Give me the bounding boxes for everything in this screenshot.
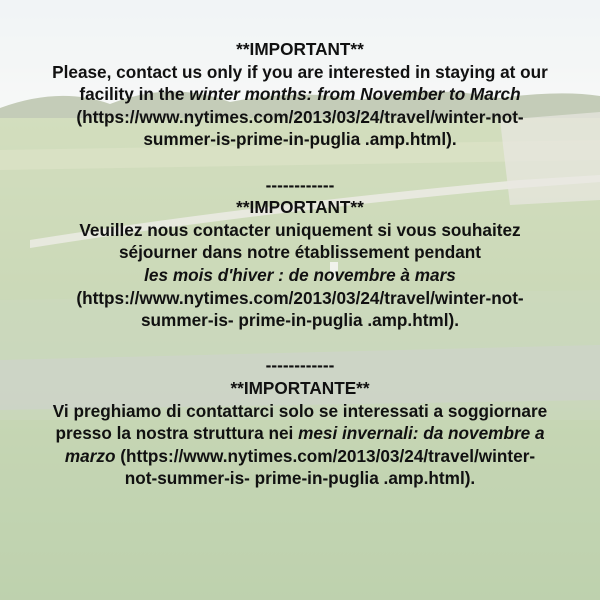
- fr-line-2: séjourner dans notre établissement pendant: [119, 242, 481, 263]
- it-line-3: marzo (https://www.nytimes.com/2013/03/24/travel/winter-: [64, 445, 536, 466]
- it-line-2: presso la nostra struttura nei mesi invernali: da novembre a: [55, 423, 545, 444]
- separator-fr: ------------: [265, 174, 335, 195]
- fr-line-1: Veuillez nous contacter uniquement si vous souhaitez: [79, 219, 521, 240]
- fr-winter-months: les mois d'hiver : de novembre à mars: [144, 264, 456, 285]
- separator-it: ------------: [265, 355, 335, 376]
- fr-link-1: (https://www.nytimes.com/2013/03/24/travel/winter-not-: [76, 287, 524, 308]
- en-line-1: Please, contact us only if you are interested in staying at our: [52, 61, 548, 82]
- it-link: not-summer-is- prime-in-puglia .amp.html).: [124, 468, 476, 489]
- it-line-1: Vi preghiamo di contattarci solo se interessati a soggiornare: [52, 400, 548, 421]
- fr-link-2: summer-is- prime-in-puglia .amp.html).: [140, 310, 459, 331]
- it-winter-months: mesi invernali: da novembre a: [298, 423, 545, 444]
- notice-text: [0, 38, 600, 490]
- it-heading: **IMPORTANTE**: [230, 377, 370, 398]
- en-line-2: facility in the winter months: from November to March: [79, 84, 521, 105]
- en-winter-months: winter months: from November to March: [189, 84, 521, 105]
- it-winter-months-end: marzo: [64, 445, 116, 466]
- en-link-2: summer-is-prime-in-puglia .amp.html).: [143, 129, 457, 150]
- en-link-1: (https://www.nytimes.com/2013/03/24/travel/winter-not-: [76, 106, 524, 127]
- en-heading: **IMPORTANT**: [236, 39, 364, 59]
- fr-heading: **IMPORTANT**: [236, 197, 364, 218]
